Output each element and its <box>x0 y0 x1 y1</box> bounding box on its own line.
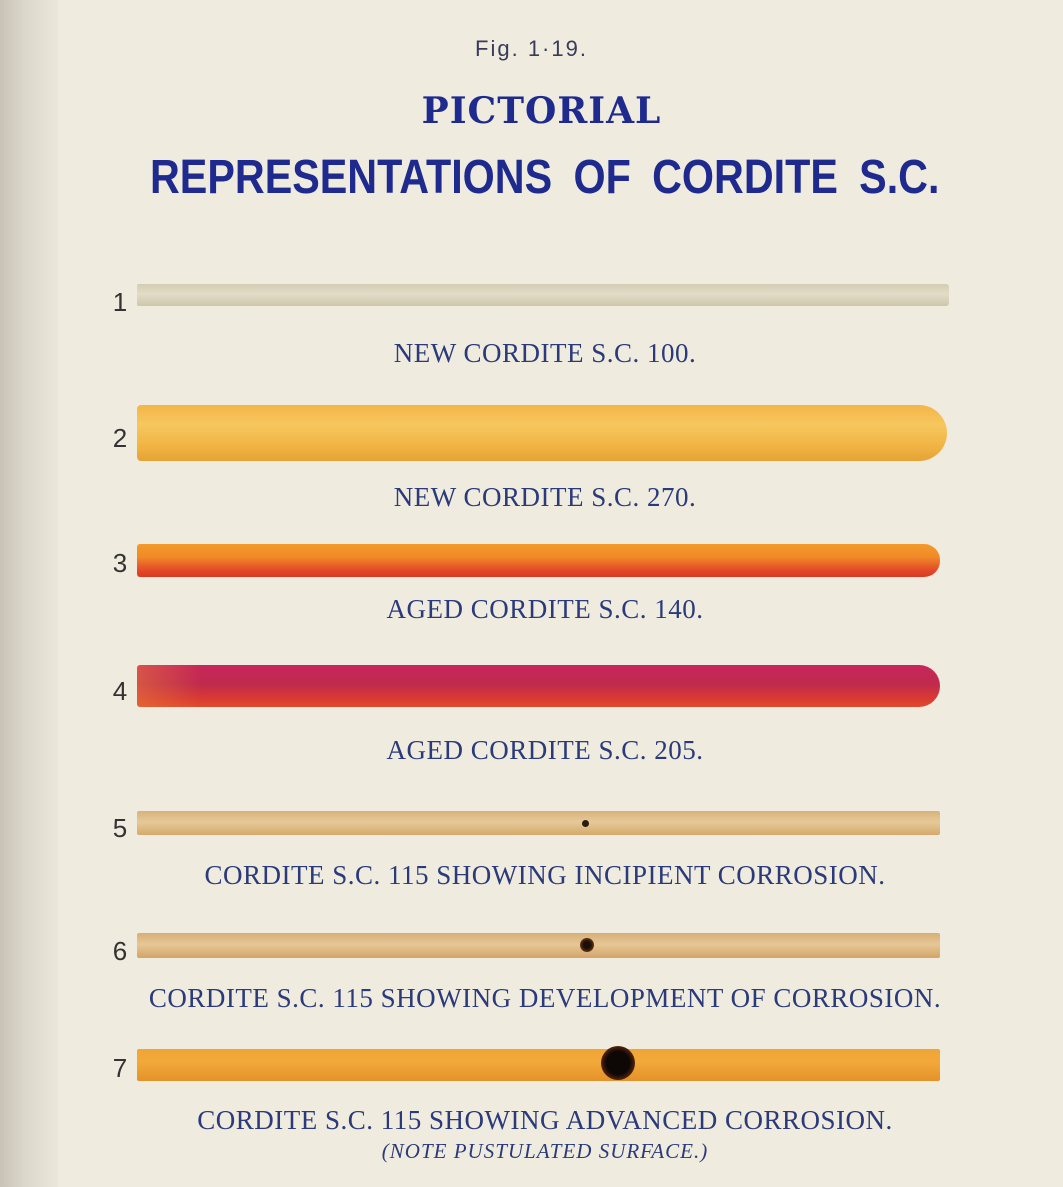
sample-caption: AGED CORDITE S.C. 140. <box>386 594 704 624</box>
sample-caption: CORDITE S.C. 115 SHOWING ADVANCED CORROSION. <box>197 1105 893 1135</box>
cordite-rod-2 <box>137 405 947 461</box>
cordite-rod-5 <box>137 811 940 835</box>
title-word: OF <box>573 151 631 204</box>
title-line-2 <box>150 150 939 205</box>
cordite-rod-6 <box>137 933 940 958</box>
cordite-rod-4 <box>137 665 940 707</box>
sample-note: (NOTE PUSTULATED SURFACE.) <box>381 1139 709 1163</box>
sample-caption: CORDITE S.C. 115 SHOWING INCIPIENT CORROSION. <box>204 860 886 890</box>
corrosion-spot <box>580 938 594 952</box>
cordite-rod-3 <box>137 544 940 577</box>
sample-caption: NEW CORDITE S.C. 100. <box>393 338 697 368</box>
sample-number: 7 <box>112 1053 128 1083</box>
page-binding-shadow <box>0 0 58 1187</box>
sample-number: 3 <box>112 548 128 578</box>
sample-number: 2 <box>112 423 128 453</box>
title-word: CORDITE <box>652 151 838 204</box>
corrosion-pustule <box>601 1046 635 1080</box>
title-word: S.C. <box>859 151 940 204</box>
sample-number: 5 <box>112 813 128 843</box>
sample-caption: AGED CORDITE S.C. 205. <box>386 735 704 765</box>
cordite-rod-7 <box>137 1049 940 1081</box>
corrosion-spot <box>582 820 589 827</box>
title-word: REPRESENTATIONS <box>150 151 553 204</box>
sample-number: 4 <box>112 676 128 706</box>
sample-caption: NEW CORDITE S.C. 270. <box>393 482 697 512</box>
sample-number: 1 <box>112 287 128 317</box>
figure-label: Fig. 1·19. <box>475 36 588 61</box>
sample-caption: CORDITE S.C. 115 SHOWING DEVELOPMENT OF CORROSION. <box>148 983 942 1013</box>
title-line-1: PICTORIAL <box>421 90 662 132</box>
cordite-rod-1 <box>137 284 949 306</box>
sample-number: 6 <box>112 936 128 966</box>
